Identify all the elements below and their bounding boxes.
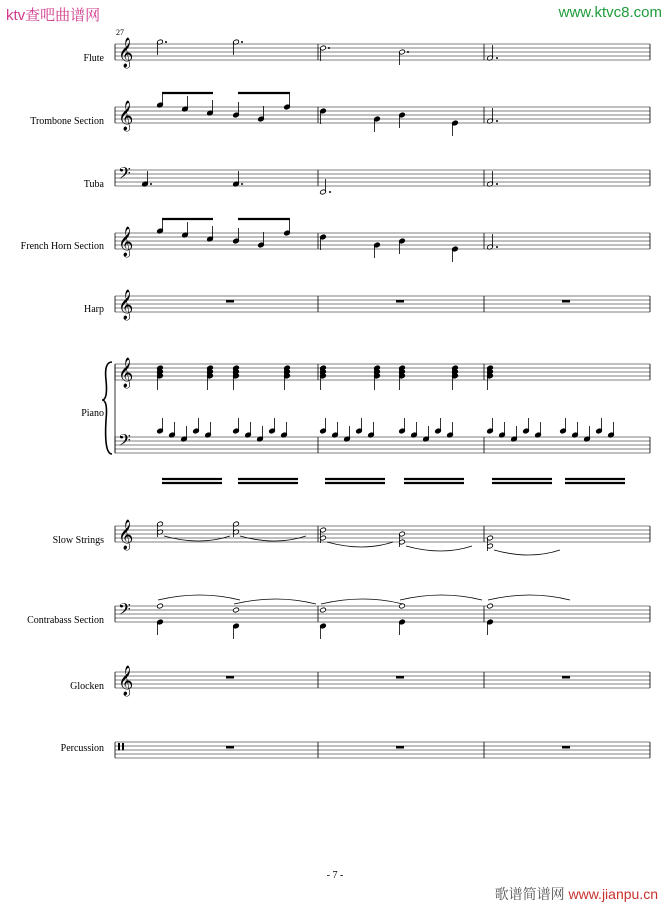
strings-tie	[494, 550, 560, 555]
flute-clef-icon: 𝄞	[118, 38, 134, 68]
bass-notehead	[157, 603, 164, 609]
piano-brace-icon	[102, 362, 112, 454]
harp-rest-icon	[226, 300, 234, 303]
measure-number: 27	[116, 28, 124, 37]
bass-tie	[234, 599, 316, 604]
horn-dot	[496, 246, 498, 248]
instrument-label-french-horn: French Horn Section	[20, 241, 104, 252]
flute-dot	[241, 41, 243, 43]
horn-clef-icon: 𝄞	[118, 227, 134, 257]
instrument-label-glocken: Glocken	[70, 681, 104, 692]
instrument-label-tuba: Tuba	[83, 179, 104, 190]
glock-rest-icon	[396, 676, 404, 679]
tuba-dot	[150, 183, 152, 185]
bass-notehead	[320, 607, 327, 613]
trombone-dot	[496, 120, 498, 122]
harp-rest-icon	[396, 300, 404, 303]
bass-clef-icon: 𝄢	[118, 599, 131, 623]
bass-tie	[400, 595, 482, 600]
bass-notehead	[399, 603, 406, 609]
glock-rest-icon	[562, 676, 570, 679]
bass-tie	[488, 595, 570, 600]
instrument-label-contrabass: Contrabass Section	[27, 615, 104, 626]
perc-clef-icon: 𝄥	[118, 735, 124, 759]
tuba-dot	[241, 183, 243, 185]
strings-tie	[164, 536, 230, 541]
perc-rest-icon	[226, 746, 234, 749]
instrument-label-trombone: Trombone Section	[30, 116, 104, 127]
bass-notehead	[233, 607, 240, 613]
bass-notehead	[487, 603, 494, 609]
instrument-label-harp: Harp	[84, 304, 104, 315]
strings-tie	[327, 542, 393, 547]
flute-dot	[407, 51, 409, 53]
glock-rest-icon	[226, 676, 234, 679]
strings-clef-icon: 𝄞	[118, 520, 134, 550]
harp-rest-icon	[562, 300, 570, 303]
strings-tie	[406, 546, 472, 551]
bass-tie	[321, 599, 403, 604]
glock-clef-icon: 𝄞	[118, 666, 134, 696]
tuba-dot	[329, 191, 331, 193]
harp-clef-icon: 𝄞	[118, 290, 134, 320]
tuba-dot	[496, 183, 498, 185]
flute-dot	[328, 47, 330, 49]
trombone-clef-icon: 𝄞	[118, 101, 134, 131]
flute-dot	[165, 41, 167, 43]
bass-tie	[158, 595, 240, 600]
flute-dot	[496, 57, 498, 59]
watermark-top-right: www.ktvc8.com	[558, 4, 662, 21]
strings-tie	[240, 536, 306, 541]
piano-bass-clef-icon: 𝄢	[118, 430, 131, 454]
watermark-bottom-cn: 歌谱简谱网	[494, 886, 565, 902]
piano-treble-clef-icon: 𝄞	[118, 358, 134, 388]
instrument-label-flute: Flute	[83, 53, 104, 64]
watermark-bottom-url: www.jianpu.cn	[568, 886, 658, 902]
perc-rest-icon	[396, 746, 404, 749]
instrument-label-percussion: Percussion	[60, 743, 104, 754]
watermark-top-left: ktv查吧曲谱网	[6, 7, 101, 24]
page-number: - 7 -	[326, 870, 344, 881]
instrument-label-slow-strings: Slow Strings	[52, 535, 104, 546]
instrument-label-piano: Piano	[81, 408, 104, 419]
tuba-clef-icon: 𝄢	[118, 163, 131, 187]
perc-rest-icon	[562, 746, 570, 749]
